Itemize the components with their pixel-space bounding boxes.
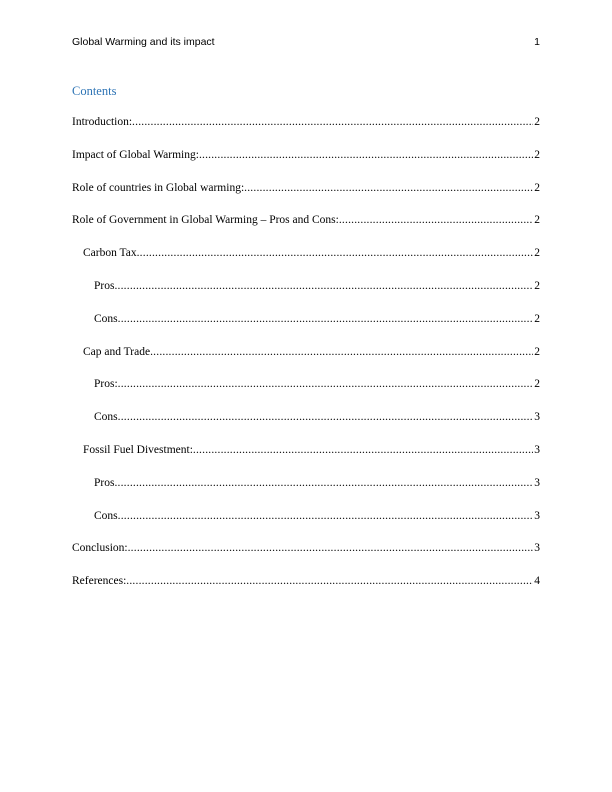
toc-entry-role-of-countries[interactable] [72, 182, 540, 215]
toc-entry-page: 4 [534, 575, 540, 588]
toc-entry-page: 2 [534, 214, 540, 227]
toc-entry-label: Cons [94, 312, 118, 325]
toc-entry-cap-and-trade-pros[interactable] [72, 378, 540, 411]
toc-dot-leader [150, 346, 533, 358]
toc-dot-leader [114, 280, 533, 292]
toc-entry-label: Introduction: [72, 116, 133, 128]
toc-heading: Contents [72, 84, 117, 98]
toc-entry-impact[interactable] [72, 149, 540, 182]
toc-entry-label: Fossil Fuel Divestment: [83, 443, 193, 456]
toc-entry-page: 3 [534, 542, 540, 555]
table-of-contents [72, 116, 540, 608]
toc-dot-leader [199, 149, 533, 161]
toc-entry-label: Cons [94, 509, 118, 522]
toc-dot-leader [132, 116, 533, 128]
toc-entry-label: Pros [94, 279, 115, 292]
toc-entry-label: Pros: [94, 378, 118, 391]
toc-entry-label: References: [72, 575, 127, 588]
toc-entry-page: 2 [534, 116, 540, 128]
toc-entry-role-of-government[interactable] [72, 214, 540, 247]
toc-dot-leader [118, 378, 534, 390]
toc-entry-page: 2 [534, 148, 540, 161]
toc-entry-carbon-tax[interactable] [72, 247, 540, 280]
toc-entry-fossil-fuel-divestment[interactable] [72, 444, 540, 477]
toc-entry-page: 3 [534, 509, 540, 522]
toc-entry-label: Impact of Global Warming: [72, 148, 199, 161]
toc-entry-label: Role of Government in Global Warming – Pros and Cons: [72, 214, 339, 227]
toc-entry-label: Carbon Tax [83, 247, 137, 260]
toc-entry-label: Role of countries in Global warming: [72, 181, 245, 194]
toc-entry-page: 2 [534, 312, 540, 325]
toc-dot-leader [128, 542, 534, 554]
toc-dot-leader [339, 214, 533, 226]
toc-entry-page: 2 [534, 247, 540, 260]
toc-entry-page: 2 [534, 279, 540, 292]
toc-entry-cap-and-trade[interactable] [72, 346, 540, 379]
toc-entry-page: 2 [534, 345, 540, 358]
toc-dot-leader [118, 510, 534, 522]
toc-entry-divestment-cons[interactable] [72, 510, 540, 543]
toc-entry-conclusion[interactable] [72, 542, 540, 575]
toc-entry-label: Cons [94, 411, 118, 424]
toc-dot-leader [137, 247, 534, 259]
toc-dot-leader [244, 182, 533, 194]
toc-entry-page: 2 [534, 181, 540, 194]
toc-entry-references[interactable] [72, 575, 540, 608]
toc-dot-leader [126, 575, 533, 587]
toc-dot-leader [118, 313, 534, 325]
toc-entry-label: Pros [94, 476, 115, 489]
toc-dot-leader [114, 477, 533, 489]
toc-entry-page: 2 [534, 378, 540, 391]
toc-entry-introduction[interactable] [72, 116, 540, 149]
running-header-title: Global Warming and its impact [72, 36, 215, 48]
header-page-number: 1 [534, 36, 540, 48]
toc-entry-carbon-tax-cons[interactable] [72, 313, 540, 346]
toc-entry-carbon-tax-pros[interactable] [72, 280, 540, 313]
toc-dot-leader [118, 411, 534, 423]
toc-entry-page: 3 [534, 476, 540, 489]
toc-entry-page: 3 [534, 443, 540, 456]
toc-entry-cap-and-trade-cons[interactable] [72, 411, 540, 444]
toc-entry-divestment-pros[interactable] [72, 477, 540, 510]
toc-dot-leader [193, 444, 533, 456]
toc-entry-page: 3 [534, 411, 540, 424]
toc-entry-label: Conclusion: [72, 542, 128, 555]
toc-entry-label: Cap and Trade [83, 345, 151, 358]
